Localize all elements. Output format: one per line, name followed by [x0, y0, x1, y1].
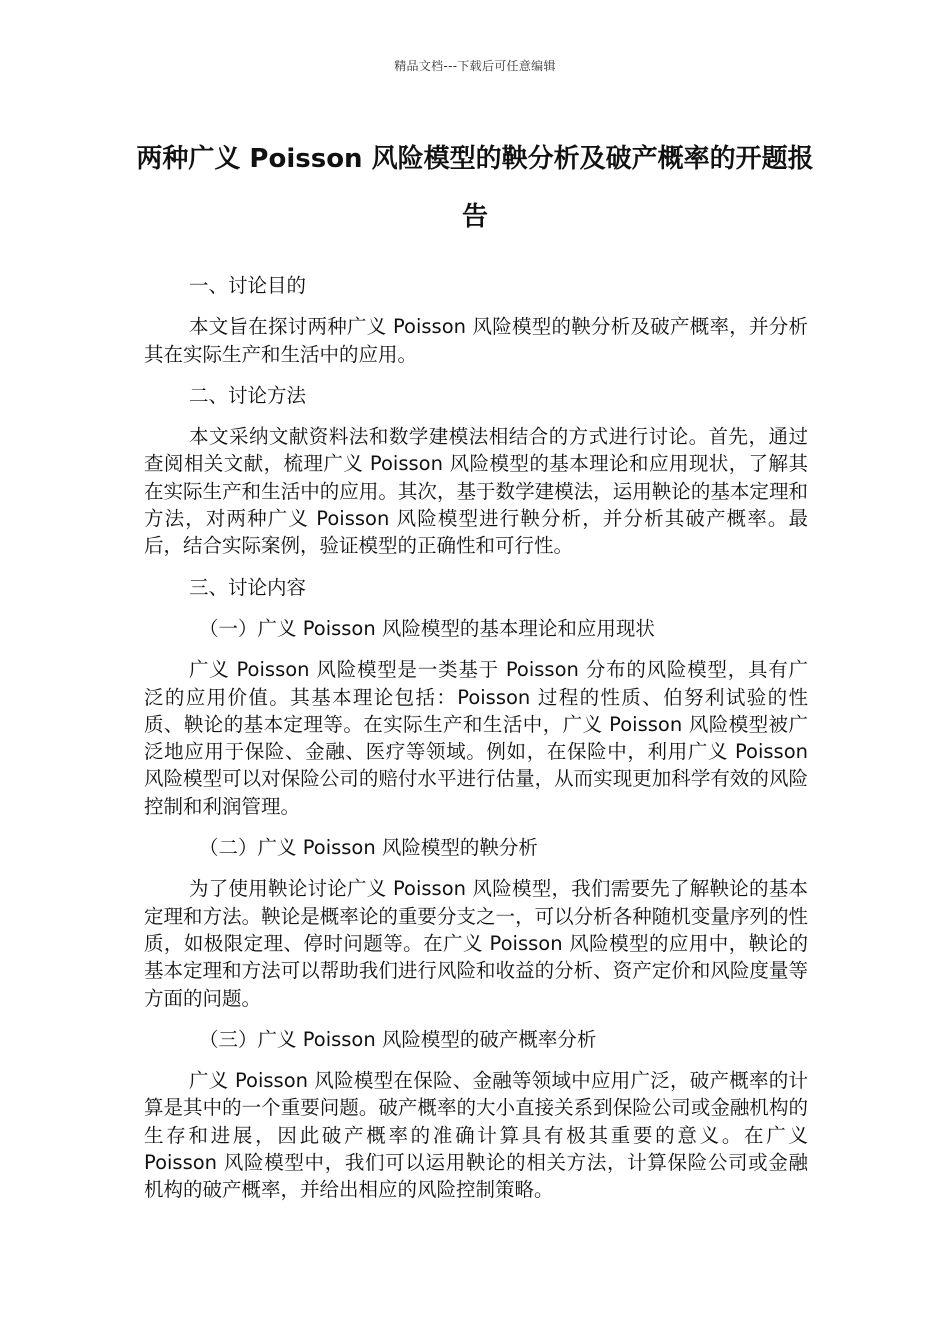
subsection-heading-theory: （一）广义 Poisson 风险模型的基本理论和应用现状	[199, 616, 655, 640]
subsection-heading-ruin: （三）广义 Poisson 风险模型的破产概率分析	[199, 1027, 597, 1051]
subsection-heading-martingale: （二）广义 Poisson 风险模型的鞅分析	[199, 836, 538, 860]
section-text-purpose: 本文旨在探讨两种广义 Poisson 风险模型的鞅分析及破产概率，并分析其在实际生产和生活中的应用。	[144, 315, 808, 366]
subsection-text-martingale: 为了使用鞅论讨论广义 Poisson 风险模型，我们需要先了解鞅论的基本定理和方法。鞅论是概率论的重要分支之一，可以分析各种随机变量序列的性质，如极限定理、停时问题等。在广义 Poisson 风险模型的应用中，鞅论的基本定理和方法可以帮助我们进行风险和收益的分析、资产定价和风险度量等方面的问题。	[144, 877, 808, 1010]
document-body	[144, 272, 808, 1218]
section-text-method: 本文采纳文献资料法和数学建模法相结合的方式进行讨论。首先，通过查阅相关文献，梳理广义 Poisson 风险模型的基本理论和应用现状，了解其在实际生产和生活中的应用。其次，基于数学建模法，运用鞅论的基本定理和方法，对两种广义 Poisson 风险模型进行鞅分析，并分析其破产概率。最后，结合实际案例，验证模型的正确性和可行性。	[144, 425, 808, 558]
header-note: 精品文档---下载后可任意编辑	[394, 59, 556, 73]
section-heading-purpose: 一、讨论目的	[189, 274, 307, 297]
subsection-text-theory: 广义 Poisson 风险模型是一类基于 Poisson 分布的风险模型，具有广泛的应用价值。其基本理论包括：Poisson 过程的性质、伯努利试验的性质、鞅论的基本定理等。在实际生产和生活中，广义 Poisson 风险模型被广泛地应用于保险、金融、医疗等领域。例如，在保险中，利用广义 Poisson 风险模型可以对保险公司的赔付水平进行估量，从而实现更加科学有效的风险控制和利润管理。	[144, 658, 808, 818]
subsection-text-ruin: 广义 Poisson 风险模型在保险、金融等领域中应用广泛，破产概率的计算是其中的一个重要问题。破产概率的大小直接关系到保险公司或金融机构的生存和进展，因此破产概率的准确计算具有极其重要的意义。在广义 Poisson 风险模型中，我们可以运用鞅论的相关方法，计算保险公司或金融机构的破产概率，并给出相应的风险控制策略。	[144, 1069, 808, 1202]
section-heading-method: 二、讨论方法	[189, 383, 307, 407]
document-title: 两种广义 Poisson 风险模型的鞅分析及破产概率的开题报告	[136, 144, 814, 232]
section-heading-content: 三、讨论内容	[189, 575, 307, 599]
